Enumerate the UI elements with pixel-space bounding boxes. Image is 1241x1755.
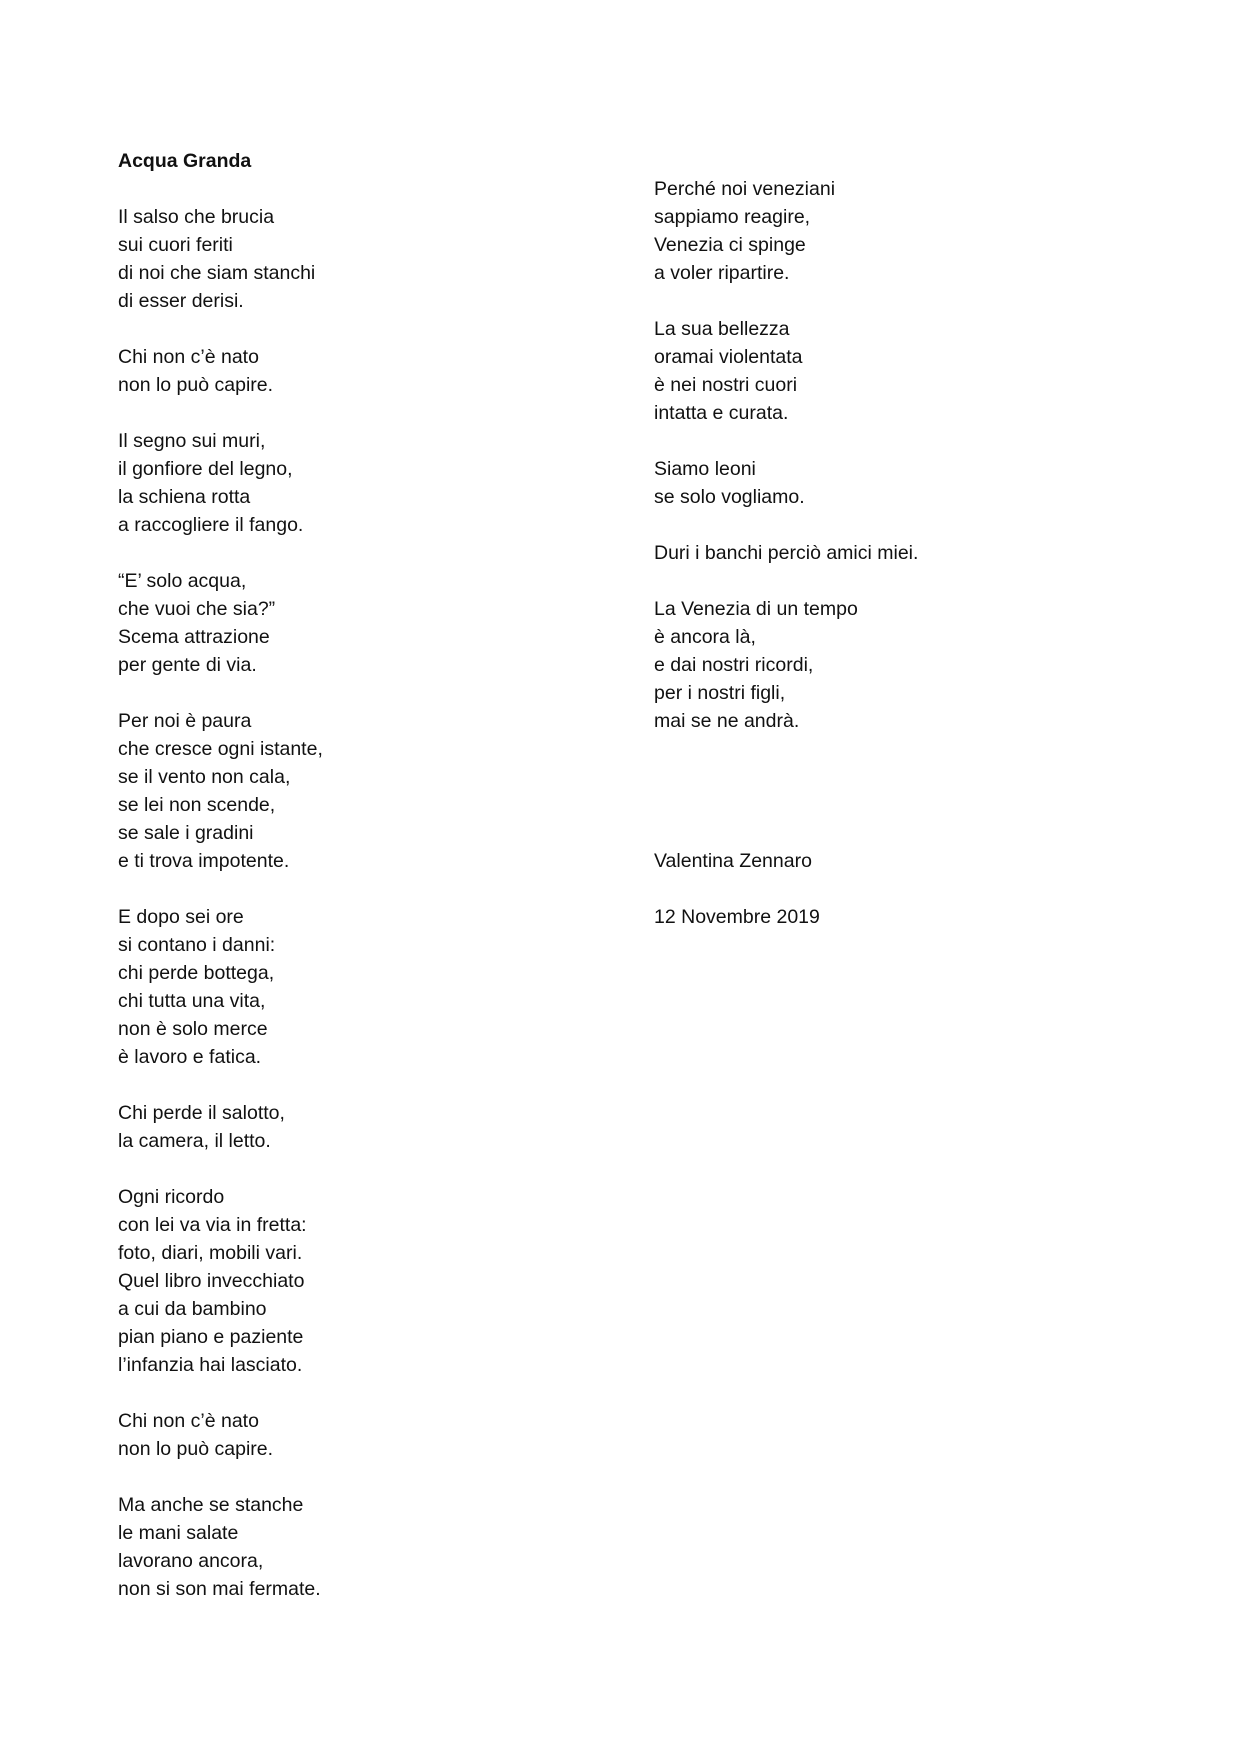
poem-author: Valentina Zennaro [654,850,812,872]
poem-line: La Venezia di un tempo [654,598,858,620]
stanza [654,539,1134,567]
poem-line: se il vento non cala, [118,766,291,788]
poem-line: non si son mai fermate. [118,1578,321,1600]
poem-line: Il salso che brucia [118,206,275,228]
poem-line: e dai nostri ricordi, [654,654,814,676]
poem-line: Ma anche se stanche [118,1494,304,1516]
stanza [118,1183,548,1379]
poem-line: “E’ solo acqua, [118,570,247,592]
poem-line: con lei va via in fretta: [118,1214,307,1236]
poem-line: per gente di via. [118,654,257,676]
stanza [118,567,548,679]
stanza [118,203,548,315]
right-column [654,175,1134,931]
stanza [118,1491,548,1603]
poem-line: chi tutta una vita, [118,990,266,1012]
poem-line: La sua bellezza [654,318,790,340]
poem-line: se lei non scende, [118,794,276,816]
poem-line: che vuoi che sia?” [118,598,276,620]
poem-line: pian piano e paziente [118,1326,304,1348]
poem-line: Venezia ci spinge [654,234,806,256]
poem-line: Duri i banchi perciò amici miei. [654,542,919,564]
poem-line: se solo vogliamo. [654,486,805,508]
poem-line: è lavoro e fatica. [118,1046,262,1068]
poem-line: è nei nostri cuori [654,374,798,396]
poem-line: Chi non c’è nato [118,1410,259,1432]
stanza [118,427,548,539]
poem-line: Ogni ricordo [118,1186,225,1208]
left-stanzas [118,203,548,1603]
poem-line: non lo può capire. [118,1438,274,1460]
poem-line: Quel libro invecchiato [118,1270,305,1292]
poem-line: a voler ripartire. [654,262,790,284]
stanza [118,343,548,399]
poem-line: la camera, il letto. [118,1130,271,1152]
poem-line: Per noi è paura [118,710,252,732]
poem-line: a cui da bambino [118,1298,267,1320]
poem-line: non lo può capire. [118,374,274,396]
poem-line: Il segno sui muri, [118,430,266,452]
stanza [118,1099,548,1155]
poem-line: Siamo leoni [654,458,756,480]
left-column [118,147,548,1631]
poem-line: sappiamo reagire, [654,206,811,228]
stanza [118,707,548,875]
poem-line: sui cuori feriti [118,234,233,256]
stanza [654,175,1134,287]
poem-line: lavorano ancora, [118,1550,264,1572]
right-stanzas [654,175,1134,735]
poem-title: Acqua Granda [118,150,252,172]
poem-line: il gonfiore del legno, [118,458,293,480]
poem-line: a raccogliere il fango. [118,514,304,536]
poem-line: non è solo merce [118,1018,268,1040]
poem-line: intatta e curata. [654,402,789,424]
poem-line: di noi che siam stanchi [118,262,316,284]
poem-line: le mani salate [118,1522,239,1544]
poem-line: è ancora là, [654,626,756,648]
poem-line: mai se ne andrà. [654,710,800,732]
poem-line: di esser derisi. [118,290,244,312]
poem-line: per i nostri figli, [654,682,786,704]
stanza [654,595,1134,735]
poem-line: Scema attrazione [118,626,270,648]
poem-date: 12 Novembre 2019 [654,906,820,928]
stanza [654,315,1134,427]
stanza [654,455,1134,511]
poem-line: che cresce ogni istante, [118,738,323,760]
stanza [118,1407,548,1463]
poem-line: Chi perde il salotto, [118,1102,285,1124]
poem-line: si contano i danni: [118,934,276,956]
poem-line: foto, diari, mobili vari. [118,1242,303,1264]
poem-line: Perché noi veneziani [654,178,836,200]
stanza [118,903,548,1071]
poem-line: la schiena rotta [118,486,251,508]
poem-line: se sale i gradini [118,822,254,844]
poem-line: chi perde bottega, [118,962,275,984]
poem-line: l’infanzia hai lasciato. [118,1354,303,1376]
poem-line: oramai violentata [654,346,803,368]
poem-line: Chi non c’è nato [118,346,259,368]
poem-line: E dopo sei ore [118,906,244,928]
poem-line: e ti trova impotente. [118,850,290,872]
